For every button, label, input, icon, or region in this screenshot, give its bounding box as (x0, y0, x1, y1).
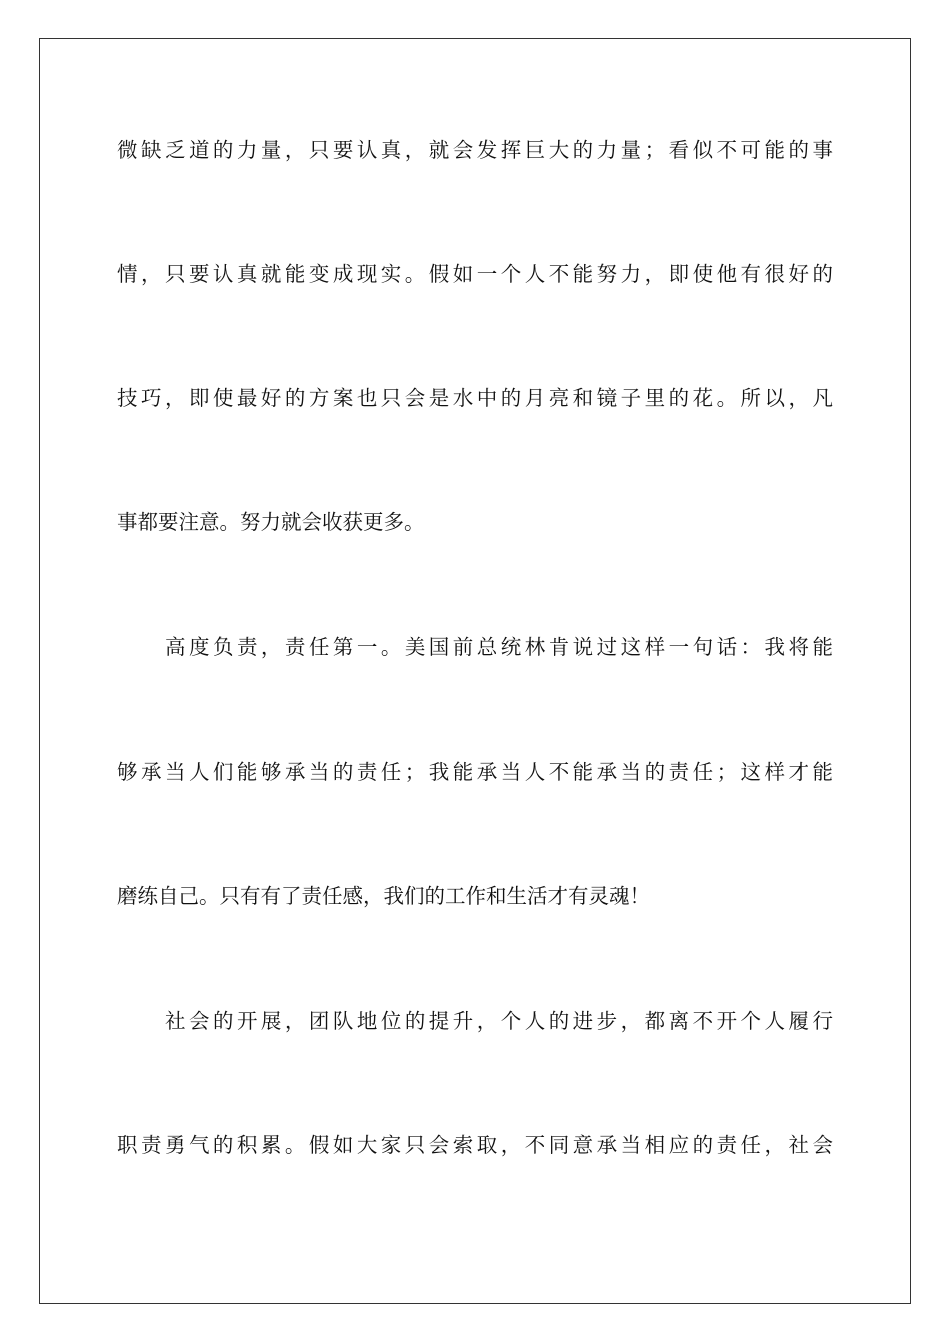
page-frame (39, 38, 911, 1304)
paragraph-line: 技巧，即使最好的方案也只会是水中的月亮和镜子里的花。所以，凡 (117, 386, 833, 410)
paragraph-line: 高度负责，责任第一。美国前总统林肯说过这样一句话：我将能 (165, 635, 833, 659)
paragraph-line: 事都要注意。努力就会收获更多。 (117, 510, 425, 534)
paragraph-line: 磨练自己。只有有了责任感，我们的工作和生活才有灵魂！ (117, 884, 650, 908)
paragraph-line: 情，只要认真就能变成现实。假如一个人不能努力，即使他有很好的 (117, 262, 833, 286)
paragraph-line: 社会的开展，团队地位的提升，个人的进步，都离不开个人履行 (165, 1009, 833, 1033)
paragraph-line: 职责勇气的积累。假如大家只会索取，不同意承当相应的责任，社会 (117, 1133, 833, 1157)
paragraph-line: 够承当人们能够承当的责任；我能承当人不能承当的责任；这样才能 (117, 760, 833, 784)
paragraph-line: 微缺乏道的力量，只要认真，就会发挥巨大的力量；看似不可能的事 (117, 138, 833, 162)
